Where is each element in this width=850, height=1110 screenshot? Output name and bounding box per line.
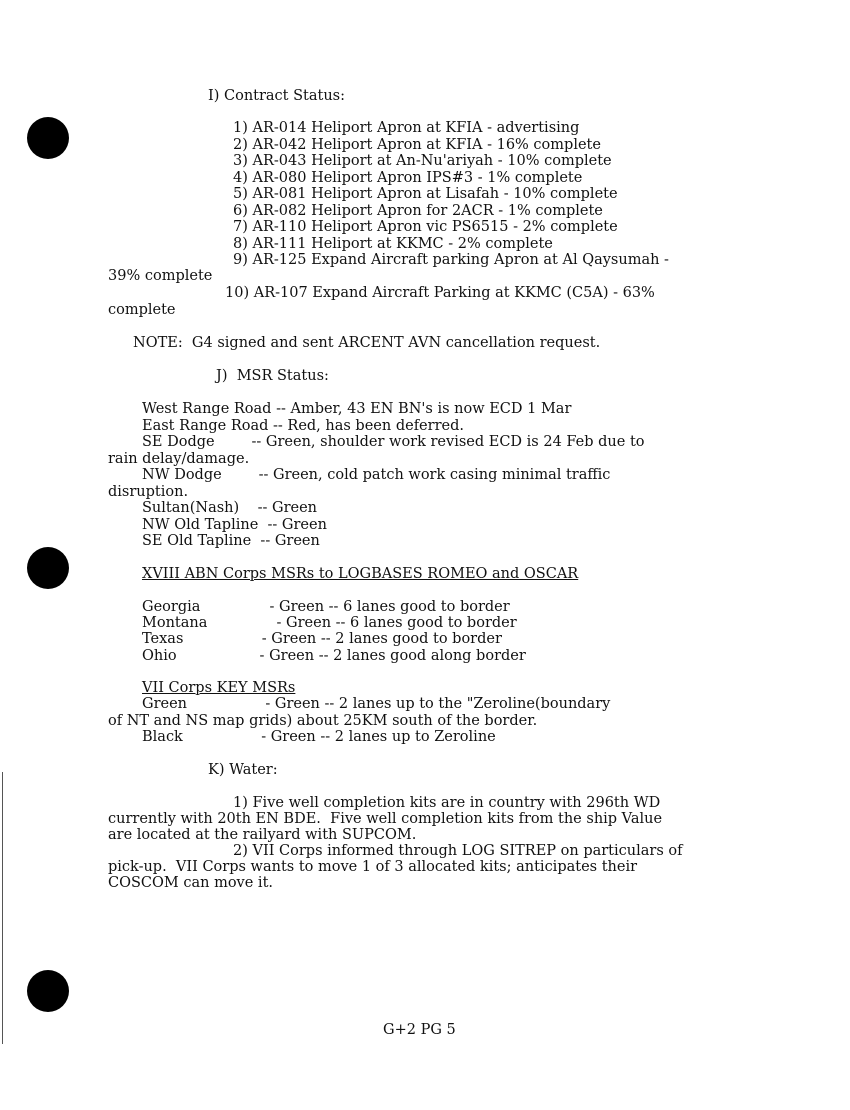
contract-item: 4) AR-080 Heliport Apron IPS#3 - 1% complete — [233, 170, 583, 186]
xviii-msr-line: Texas - Green -- 2 lanes good to border — [142, 631, 502, 647]
contract-item-continuation: complete — [108, 302, 176, 318]
msr-line: East Range Road -- Red, has been deferred. — [142, 418, 464, 434]
contract-item: 2) AR-042 Heliport Apron at KFIA - 16% complete — [233, 137, 601, 153]
msr-line-continuation: rain delay/damage. — [108, 451, 250, 467]
margin-line — [2, 772, 3, 1044]
contract-item: 3) AR-043 Heliport at An-Nu'ariyah - 10% complete — [233, 153, 612, 169]
binder-hole-top — [27, 117, 69, 159]
binder-hole-bottom — [27, 970, 69, 1012]
vii-msr-line: Black - Green -- 2 lanes up to Zeroline — [142, 729, 496, 745]
contract-item-continuation: 39% complete — [108, 268, 213, 284]
msr-line: NW Old Tapline -- Green — [142, 517, 327, 533]
contract-item: 5) AR-081 Heliport Apron at Lisafah - 10% complete — [233, 186, 618, 202]
water-heading: K) Water: — [208, 762, 278, 778]
msr-line: Sultan(Nash) -- Green — [142, 500, 318, 516]
msr-line: SE Old Tapline -- Green — [142, 533, 320, 549]
water-line: currently with 20th EN BDE. Five well completion kits from the ship Value — [108, 811, 663, 827]
contract-item: 6) AR-082 Heliport Apron for 2ACR - 1% complete — [233, 203, 603, 219]
xviii-corps-heading: XVIII ABN Corps MSRs to LOGBASES ROMEO and OSCAR — [142, 566, 579, 582]
msr-line-continuation: disruption. — [108, 484, 189, 500]
water-line: 2) VII Corps informed through LOG SITREP on particulars of — [233, 843, 683, 859]
vii-msr-line-continuation: of NT and NS map grids) about 25KM south of the border. — [108, 713, 538, 729]
water-line: 1) Five well completion kits are in country with 296th WD — [233, 795, 661, 811]
vii-msr-line: Green - Green -- 2 lanes up to the "Zeroline(boundary — [142, 696, 611, 712]
xviii-msr-line: Georgia - Green -- 6 lanes good to border — [142, 599, 510, 615]
water-line: are located at the railyard with SUPCOM. — [108, 827, 417, 843]
binder-hole-middle — [27, 547, 69, 589]
water-line: pick-up. VII Corps wants to move 1 of 3 allocated kits; anticipates their — [108, 859, 638, 875]
page-number: G+2 PG 5 — [383, 1022, 456, 1038]
vii-corps-heading: VII Corps KEY MSRs — [142, 680, 296, 696]
contract-item: 9) AR-125 Expand Aircraft parking Apron at Al Qaysumah - — [233, 252, 669, 268]
contract-note: NOTE: G4 signed and sent ARCENT AVN cancellation request. — [133, 335, 601, 351]
contract-item: 1) AR-014 Heliport Apron at KFIA - advertising — [233, 120, 580, 136]
contract-item: 8) AR-111 Heliport at KKMC - 2% complete — [233, 236, 553, 252]
msr-line: NW Dodge -- Green, cold patch work casing minimal traffic — [142, 467, 611, 483]
msr-status-heading: J) MSR Status: — [216, 368, 329, 384]
xviii-msr-line: Ohio - Green -- 2 lanes good along border — [142, 648, 526, 664]
msr-line: SE Dodge -- Green, shoulder work revised ECD is 24 Feb due to — [142, 434, 645, 450]
contract-item: 7) AR-110 Heliport Apron vic PS6515 - 2% complete — [233, 219, 618, 235]
msr-line: West Range Road -- Amber, 43 EN BN's is now ECD 1 Mar — [142, 401, 572, 417]
contract-status-heading: I) Contract Status: — [208, 88, 346, 104]
contract-item: 10) AR-107 Expand Aircraft Parking at KKMC (C5A) - 63% — [225, 285, 655, 301]
xviii-msr-line: Montana - Green -- 6 lanes good to border — [142, 615, 517, 631]
water-line: COSCOM can move it. — [108, 875, 274, 891]
